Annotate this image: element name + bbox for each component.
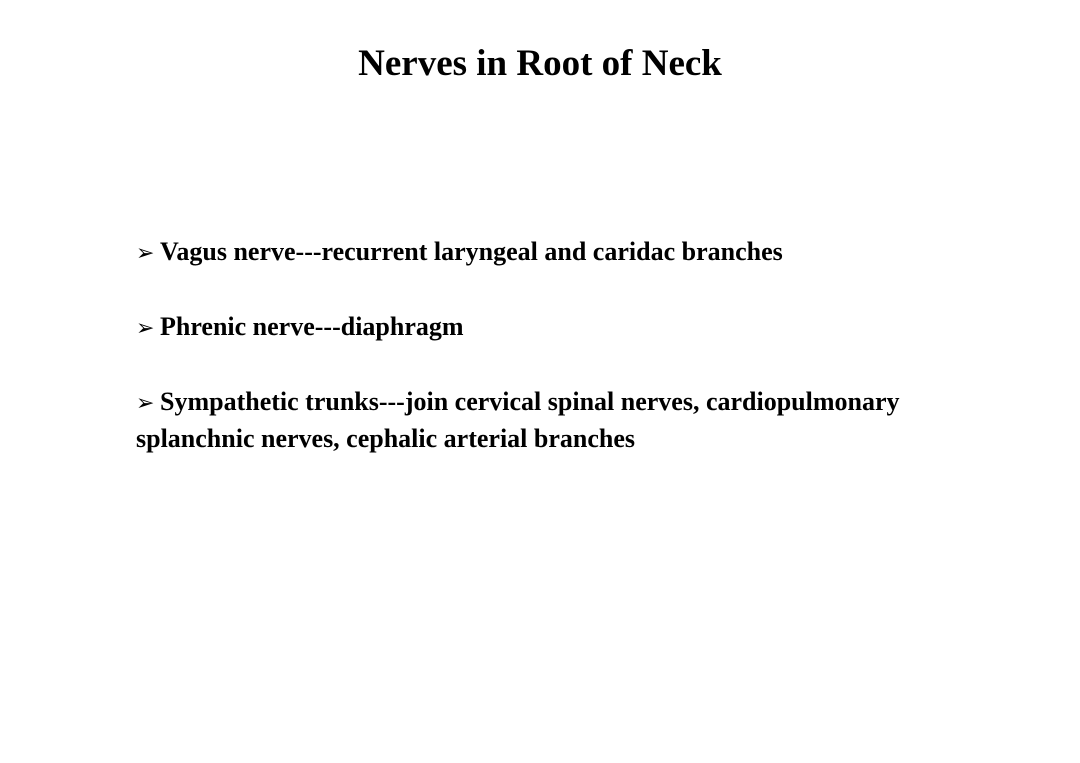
bullet-list <box>136 234 936 494</box>
arrowhead-bullet-icon: ➢ <box>136 316 155 341</box>
bullet-item-sympathetic <box>136 384 936 456</box>
bullet-text: Sympathetic trunks---join cervical spinal nerves, cardiopulmonary splanchnic nerves, cephalic arterial branches <box>136 387 900 453</box>
bullet-item-vagus <box>136 234 936 271</box>
bullet-text: Phrenic nerve---diaphragm <box>160 312 464 341</box>
bullet-item-phrenic <box>136 309 936 346</box>
arrowhead-bullet-icon: ➢ <box>136 391 155 416</box>
bullet-text: Vagus nerve---recurrent laryngeal and caridac branches <box>160 237 783 266</box>
slide-title: Nerves in Root of Neck <box>358 43 722 84</box>
arrowhead-bullet-icon: ➢ <box>136 241 155 266</box>
